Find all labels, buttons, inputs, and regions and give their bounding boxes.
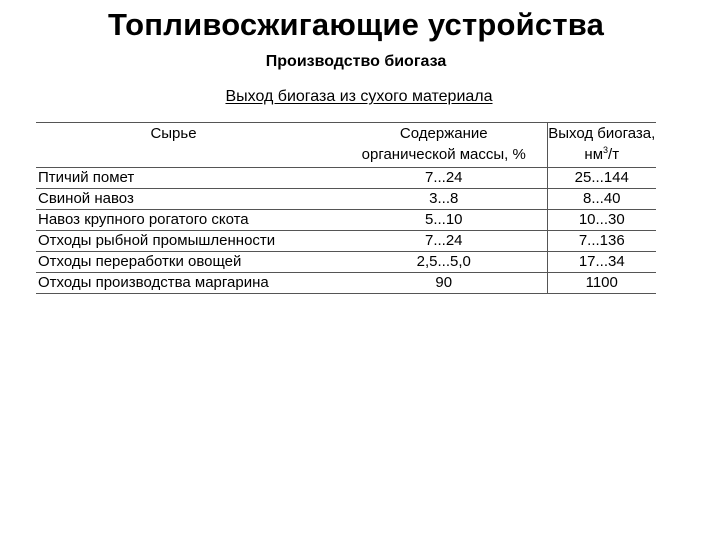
cell-raw-material: Птичий помет xyxy=(36,168,341,189)
page-title: Топливосжигающие устройства xyxy=(107,7,605,42)
cell-biogas-yield: 1100 xyxy=(547,273,656,294)
table-row xyxy=(36,210,656,231)
header-organic-content xyxy=(341,123,547,168)
cell-biogas-yield: 25...144 xyxy=(547,168,656,189)
cell-raw-material: Свиной навоз xyxy=(36,189,341,210)
cell-organic-content: 2,5...5,0 xyxy=(341,252,547,273)
cell-raw-material: Отходы рыбной промышленности xyxy=(36,231,341,252)
biogas-yield-table xyxy=(36,122,656,294)
cell-organic-content: 90 xyxy=(341,273,547,294)
header-organic-line1: Содержание xyxy=(399,125,488,142)
cell-raw-material: Отходы производства маргарина xyxy=(36,273,341,294)
table-row xyxy=(36,231,656,252)
header-yield-unit xyxy=(548,144,657,165)
table-caption xyxy=(0,87,718,107)
table-row xyxy=(36,252,656,273)
cell-biogas-yield: 17...34 xyxy=(547,252,656,273)
header-raw-material: Сырье xyxy=(36,123,341,168)
cell-organic-content: 7...24 xyxy=(341,231,547,252)
cell-biogas-yield: 10...30 xyxy=(547,210,656,231)
unit-tail: /т xyxy=(608,146,620,163)
cell-biogas-yield: 8...40 xyxy=(547,189,656,210)
table-row xyxy=(36,168,656,189)
table-caption-text: Выход биогаза из сухого материала xyxy=(225,88,493,105)
cell-organic-content: 5...10 xyxy=(341,210,547,231)
table-header-row xyxy=(36,123,656,168)
table-row xyxy=(36,189,656,210)
cell-raw-material: Навоз крупного рогатого скота xyxy=(36,210,341,231)
cell-biogas-yield: 7...136 xyxy=(547,231,656,252)
cell-organic-content: 7...24 xyxy=(341,168,547,189)
header-yield-line1: Выход биогаза, xyxy=(548,125,656,142)
cell-organic-content: 3...8 xyxy=(341,189,547,210)
cell-raw-material: Отходы переработки овощей xyxy=(36,252,341,273)
unit-base: нм xyxy=(584,146,604,163)
header-biogas-yield xyxy=(547,123,656,168)
table-row xyxy=(36,273,656,294)
unit-superscript: 3 xyxy=(603,145,609,155)
header-organic-line2: органической массы, % xyxy=(361,146,526,163)
section-subtitle: Производство биогаза xyxy=(265,53,447,70)
